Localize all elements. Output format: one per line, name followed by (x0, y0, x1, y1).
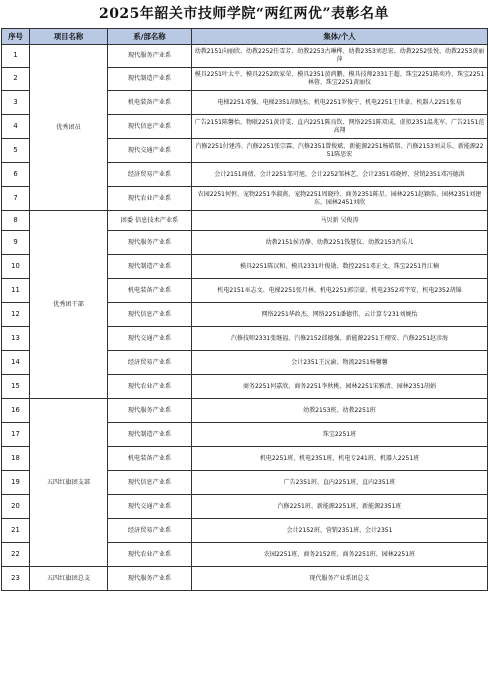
row-seq: 10 (2, 255, 30, 279)
row-recipients: 马贝新 吴俊涛 (192, 211, 488, 231)
row-seq: 12 (2, 303, 30, 327)
row-seq: 13 (2, 327, 30, 351)
row-seq: 17 (2, 423, 30, 447)
row-dept: 现代农业产业系 (108, 543, 192, 567)
row-dept: 现代交通产业系 (108, 327, 192, 351)
row-seq: 21 (2, 519, 30, 543)
table-row (2, 211, 488, 231)
row-recipients: 机电2251班、机电2351班、机电专241班、机器人2251班 (192, 447, 488, 471)
row-recipients: 模具2251陈汉和、模具2331叶俊勋、数控2251邓正文、珠宝2251肖江楠 (192, 255, 488, 279)
row-recipients: 广告2351班、直内2251班、直内2351班 (192, 471, 488, 495)
group-label: 优秀团员 (30, 45, 108, 211)
row-recipients: 机电2151巫志文、电梯2251张月林、机电2251郭宗豪、机电2352邓宇安、机电2352胡锦 (192, 279, 488, 303)
table-row (2, 567, 488, 591)
row-dept: 机电装备产业系 (108, 447, 192, 471)
row-dept: 现代信息产业系 (108, 115, 192, 139)
row-recipients: 幼教2153班、幼教2251班 (192, 399, 488, 423)
row-dept: 现代制造产业系 (108, 255, 192, 279)
row-dept: 现代制造产业系 (108, 68, 192, 91)
row-dept: 机电装备产业系 (108, 279, 192, 303)
row-dept: 现代服务产业系 (108, 567, 192, 591)
row-recipients: 农园2251何恒、宠物2251李淑燕、宠物2251周晓玲、商务2351陈星、园林2251赵颖浩、园林2351刘建东、园林2451刘欣 (192, 187, 488, 211)
row-recipients: 广告2151陈馨怡、物联2251黄诗雯、直内2251陈良钦、网络2251陈双成、虚拟2351温兆军、广告2151范高翔 (192, 115, 488, 139)
header-project: 项目名称 (30, 29, 108, 45)
row-seq: 1 (2, 45, 30, 68)
table-header-row (2, 29, 488, 45)
row-seq: 15 (2, 375, 30, 399)
row-seq: 11 (2, 279, 30, 303)
header-dept: 系/部名称 (108, 29, 192, 45)
row-recipients: 会计2152班、营销2351班、会计2351 (192, 519, 488, 543)
row-seq: 23 (2, 567, 30, 591)
document-title: 2025年韶关市技师学院“两红两优”表彰名单 (98, 6, 390, 22)
row-dept: 现代农业产业系 (108, 187, 192, 211)
row-dept: 现代制造产业系 (108, 423, 192, 447)
row-seq: 6 (2, 163, 30, 187)
award-table (1, 28, 488, 591)
table-body (2, 45, 488, 591)
row-dept: 现代服务产业系 (108, 45, 192, 68)
row-seq: 8 (2, 211, 30, 231)
row-recipients: 幼教2151向丽欣、幼教2252任雪芳、幼教2253古琳桦、幼教2353刘思宏、幼教2252张悦、幼教2253黄丽萍 (192, 45, 488, 68)
group-label: 五四红旗团总支 (30, 567, 108, 591)
row-dept: 经济贸易产业系 (108, 351, 192, 375)
row-seq: 4 (2, 115, 30, 139)
row-recipients: 汽修2251付建涛、汽修2251张宗霖、汽修2351曾俊斌、新能源2251杨皓铭、汽修2153刘灵乐、新能源2251陈思宏 (192, 139, 488, 163)
row-seq: 18 (2, 447, 30, 471)
table-row (2, 399, 488, 423)
row-dept: 现代服务产业系 (108, 231, 192, 255)
row-seq: 22 (2, 543, 30, 567)
row-dept: 现代交通产业系 (108, 495, 192, 519)
header-seq: 序号 (2, 29, 30, 45)
group-label: 优秀团干部 (30, 211, 108, 399)
table-row (2, 45, 488, 68)
row-dept: 机电装备产业系 (108, 91, 192, 115)
row-dept: 现代交通产业系 (108, 139, 192, 163)
row-recipients: 会计2151商倩、会计2251邹可旭、会计2252邹林艺、会计2351邓晓婷、营销2351邓冯德洪 (192, 163, 488, 187)
header-recipients: 集体/个人 (192, 29, 488, 45)
row-recipients: 会计2351王沅渝、物流2251杨馨馨 (192, 351, 488, 375)
row-seq: 3 (2, 91, 30, 115)
group-label: 五四红旗团支部 (30, 399, 108, 567)
row-recipients: 网络2251华政杰、网络2251潘德伟、云计算专231刘婉怡 (192, 303, 488, 327)
row-seq: 20 (2, 495, 30, 519)
row-recipients: 幼教2151侯诗静、幼教2251钱慧仪、幼教2153肖乐儿 (192, 231, 488, 255)
row-recipients: 电梯2251邓强、电梯2351胡晓杰、机电2251罗俊宁、机电2251王世豪、机器人2251张易 (192, 91, 488, 115)
row-dept: 现代信息产业系 (108, 303, 192, 327)
row-dept: 现代农业产业系 (108, 375, 192, 399)
row-recipients: 汽修2251班、新能源2251班、新能源2351班 (192, 495, 488, 519)
row-dept: 团委 信息技术产业系 (108, 211, 192, 231)
row-seq: 2 (2, 68, 30, 91)
row-recipients: 现代服务产业系团总支 (192, 567, 488, 591)
row-seq: 7 (2, 187, 30, 211)
row-seq: 16 (2, 399, 30, 423)
row-recipients: 农园2251班、商务2152班、商务2251班、园林2251班 (192, 543, 488, 567)
row-dept: 现代服务产业系 (108, 399, 192, 423)
row-recipients: 汽修技师2331张继福、汽修2152邱德强、新能源2251王栩安、汽修2251赵彦海 (192, 327, 488, 351)
row-dept: 现代信息产业系 (108, 471, 192, 495)
row-dept: 经济贸易产业系 (108, 519, 192, 543)
row-recipients: 珠宝2251班 (192, 423, 488, 447)
row-seq: 19 (2, 471, 30, 495)
row-seq: 14 (2, 351, 30, 375)
row-dept: 经济贸易产业系 (108, 163, 192, 187)
row-recipients: 模具2251叶太平、模具2252欧家荣、模具2351黄鸿鹏、模具技师2331王超、珠宝2251陈奕玲、珠宝2251林蓉、珠宝2251黄丽仪 (192, 68, 488, 91)
row-seq: 5 (2, 139, 30, 163)
row-seq: 9 (2, 231, 30, 255)
row-recipients: 商务2251何嘉欣、商务2251李秋桃、园林2251宋雅清、园林2351胡娟 (192, 375, 488, 399)
